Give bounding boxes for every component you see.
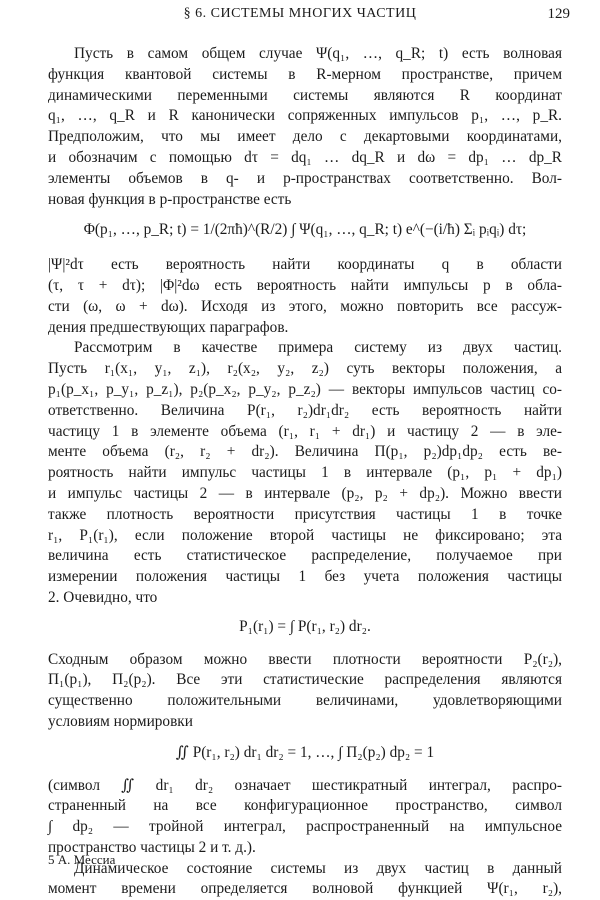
- text-line: элементы объемов в q- и p-пространствах соответственно. Вол-: [48, 169, 562, 187]
- text-line: p₁(p_x₁, p_y₁, p_z₁), p₂(p_x₂, p_y₂, p_z₂) — векторы импульсов частиц со-: [48, 380, 562, 398]
- text-line: и импульс частицы 2 — в интервале (p₂, p₂ + dp₂). Можно ввести: [48, 484, 562, 502]
- text-line: динамическими переменными системы являются R координат: [48, 86, 562, 104]
- text-line: (τ, τ + dτ); |Φ|²dω есть вероятность найти импульсы p в обла-: [48, 276, 562, 294]
- text-line: роятность найти импульс частицы 1 в интервале (p₁, p₁ + dp₁): [48, 464, 562, 482]
- text-line: существенно положительными величинами, удовлетворяющими: [48, 692, 562, 710]
- text-line: ответственно. Величина P(r₁, r₂)dr₁dr₂ есть вероятность найти: [48, 401, 562, 419]
- text-line: q₁, …, q_R и R канонически сопряженных импульсов p₁, …, p_R.: [48, 107, 562, 125]
- page-header: [0, 6, 600, 30]
- printer-signature: 5 А. Мессиа: [48, 852, 116, 867]
- text-line: новая функция в p-пространстве есть: [48, 190, 292, 208]
- text-line: 2. Очевидно, что: [48, 588, 158, 606]
- text-line: Π₁(p₁), Π₂(p₂). Все эти статистические распределения являются: [48, 671, 562, 689]
- text-line: величина есть статистическое распределение, получаемое при: [48, 547, 562, 565]
- main-text: [48, 44, 562, 900]
- text-line: функция квантовой системы в R-мерном пространстве, причем: [48, 65, 562, 83]
- display-formula: Φ(p₁, …, p_R; t) = 1/(2πħ)^(R/2) ∫ Ψ(q₁, …, q_R; t) e^(−(i/ħ) Σᵢ pᵢqᵢ) dτ;: [83, 221, 527, 239]
- text-line: Пусть r₁(x₁, y₁, z₁), r₂(x₂, y₂, z₂) суть векторы положения, а: [48, 360, 562, 378]
- text-line: страненный на все конфигурационное пространство, символ: [48, 797, 562, 815]
- text-line: измерении положения частицы 1 без учета положения частицы: [48, 568, 562, 586]
- text-line: момент времени определяется волновой функцией Ψ(r₁, r₂),: [48, 880, 562, 898]
- text-line: дения предшествующих параграфов.: [48, 318, 289, 336]
- text-line: Предположим, что мы имеет дело с декартовыми координатами,: [48, 128, 562, 146]
- display-formula: ∬ P(r₁, r₂) dr₁ dr₂ = 1, …, ∫ Π₂(p₂) dp₂ = 1: [175, 743, 435, 761]
- text-line: также плотность вероятности присутствия частицы 1 в точке: [48, 505, 562, 523]
- text-line: Рассмотрим в качестве примера систему из двух частиц.: [74, 339, 562, 357]
- text-line: Пусть в самом общем случае Ψ(q₁, …, q_R; t) есть волновая: [74, 45, 562, 62]
- running-header-title: § 6. СИСТЕМЫ МНОГИХ ЧАСТИЦ: [183, 6, 417, 21]
- text-line: |Ψ|²dτ есть вероятность найти координаты q в области: [48, 256, 562, 274]
- text-line: Сходным образом можно ввести плотности вероятности P₂(r₂),: [48, 650, 562, 668]
- text-line: менте объема (r₂, r₂ + dr₂). Величина Π(p₁, p₂)dp₁dp₂ есть ве-: [48, 443, 562, 461]
- text-line: частицу 1 в элементе объема (r₁, r₁ + dr₁) и частицу 2 — в эле-: [48, 422, 562, 440]
- text-line: пространство частицы 2 и т. д.).: [48, 838, 256, 856]
- text-line: и обозначим с помощью dτ = dq₁ … dq_R и dω = dp₁ … dp_R: [48, 148, 562, 166]
- text-line: (символ ∬ dr₁ dr₂ означает шестикратный интеграл, распро-: [48, 776, 562, 794]
- text-line: Динамическое состояние системы из двух частиц в данный: [74, 859, 562, 877]
- page-number: 129: [547, 6, 570, 22]
- text-line: сти (ω, ω + dω). Исходя из этого, можно повторить все рассуж-: [48, 297, 562, 315]
- text-line: условиям нормировки: [48, 712, 193, 730]
- text-line: r₁, P₁(r₁), если положение второй частицы не фиксировано; эта: [48, 526, 562, 544]
- text-line: ∫ dp₂ — тройной интеграл, распространенный на импульсное: [48, 818, 562, 836]
- display-formula: P₁(r₁) = ∫ P(r₁, r₂) dr₂.: [239, 617, 371, 635]
